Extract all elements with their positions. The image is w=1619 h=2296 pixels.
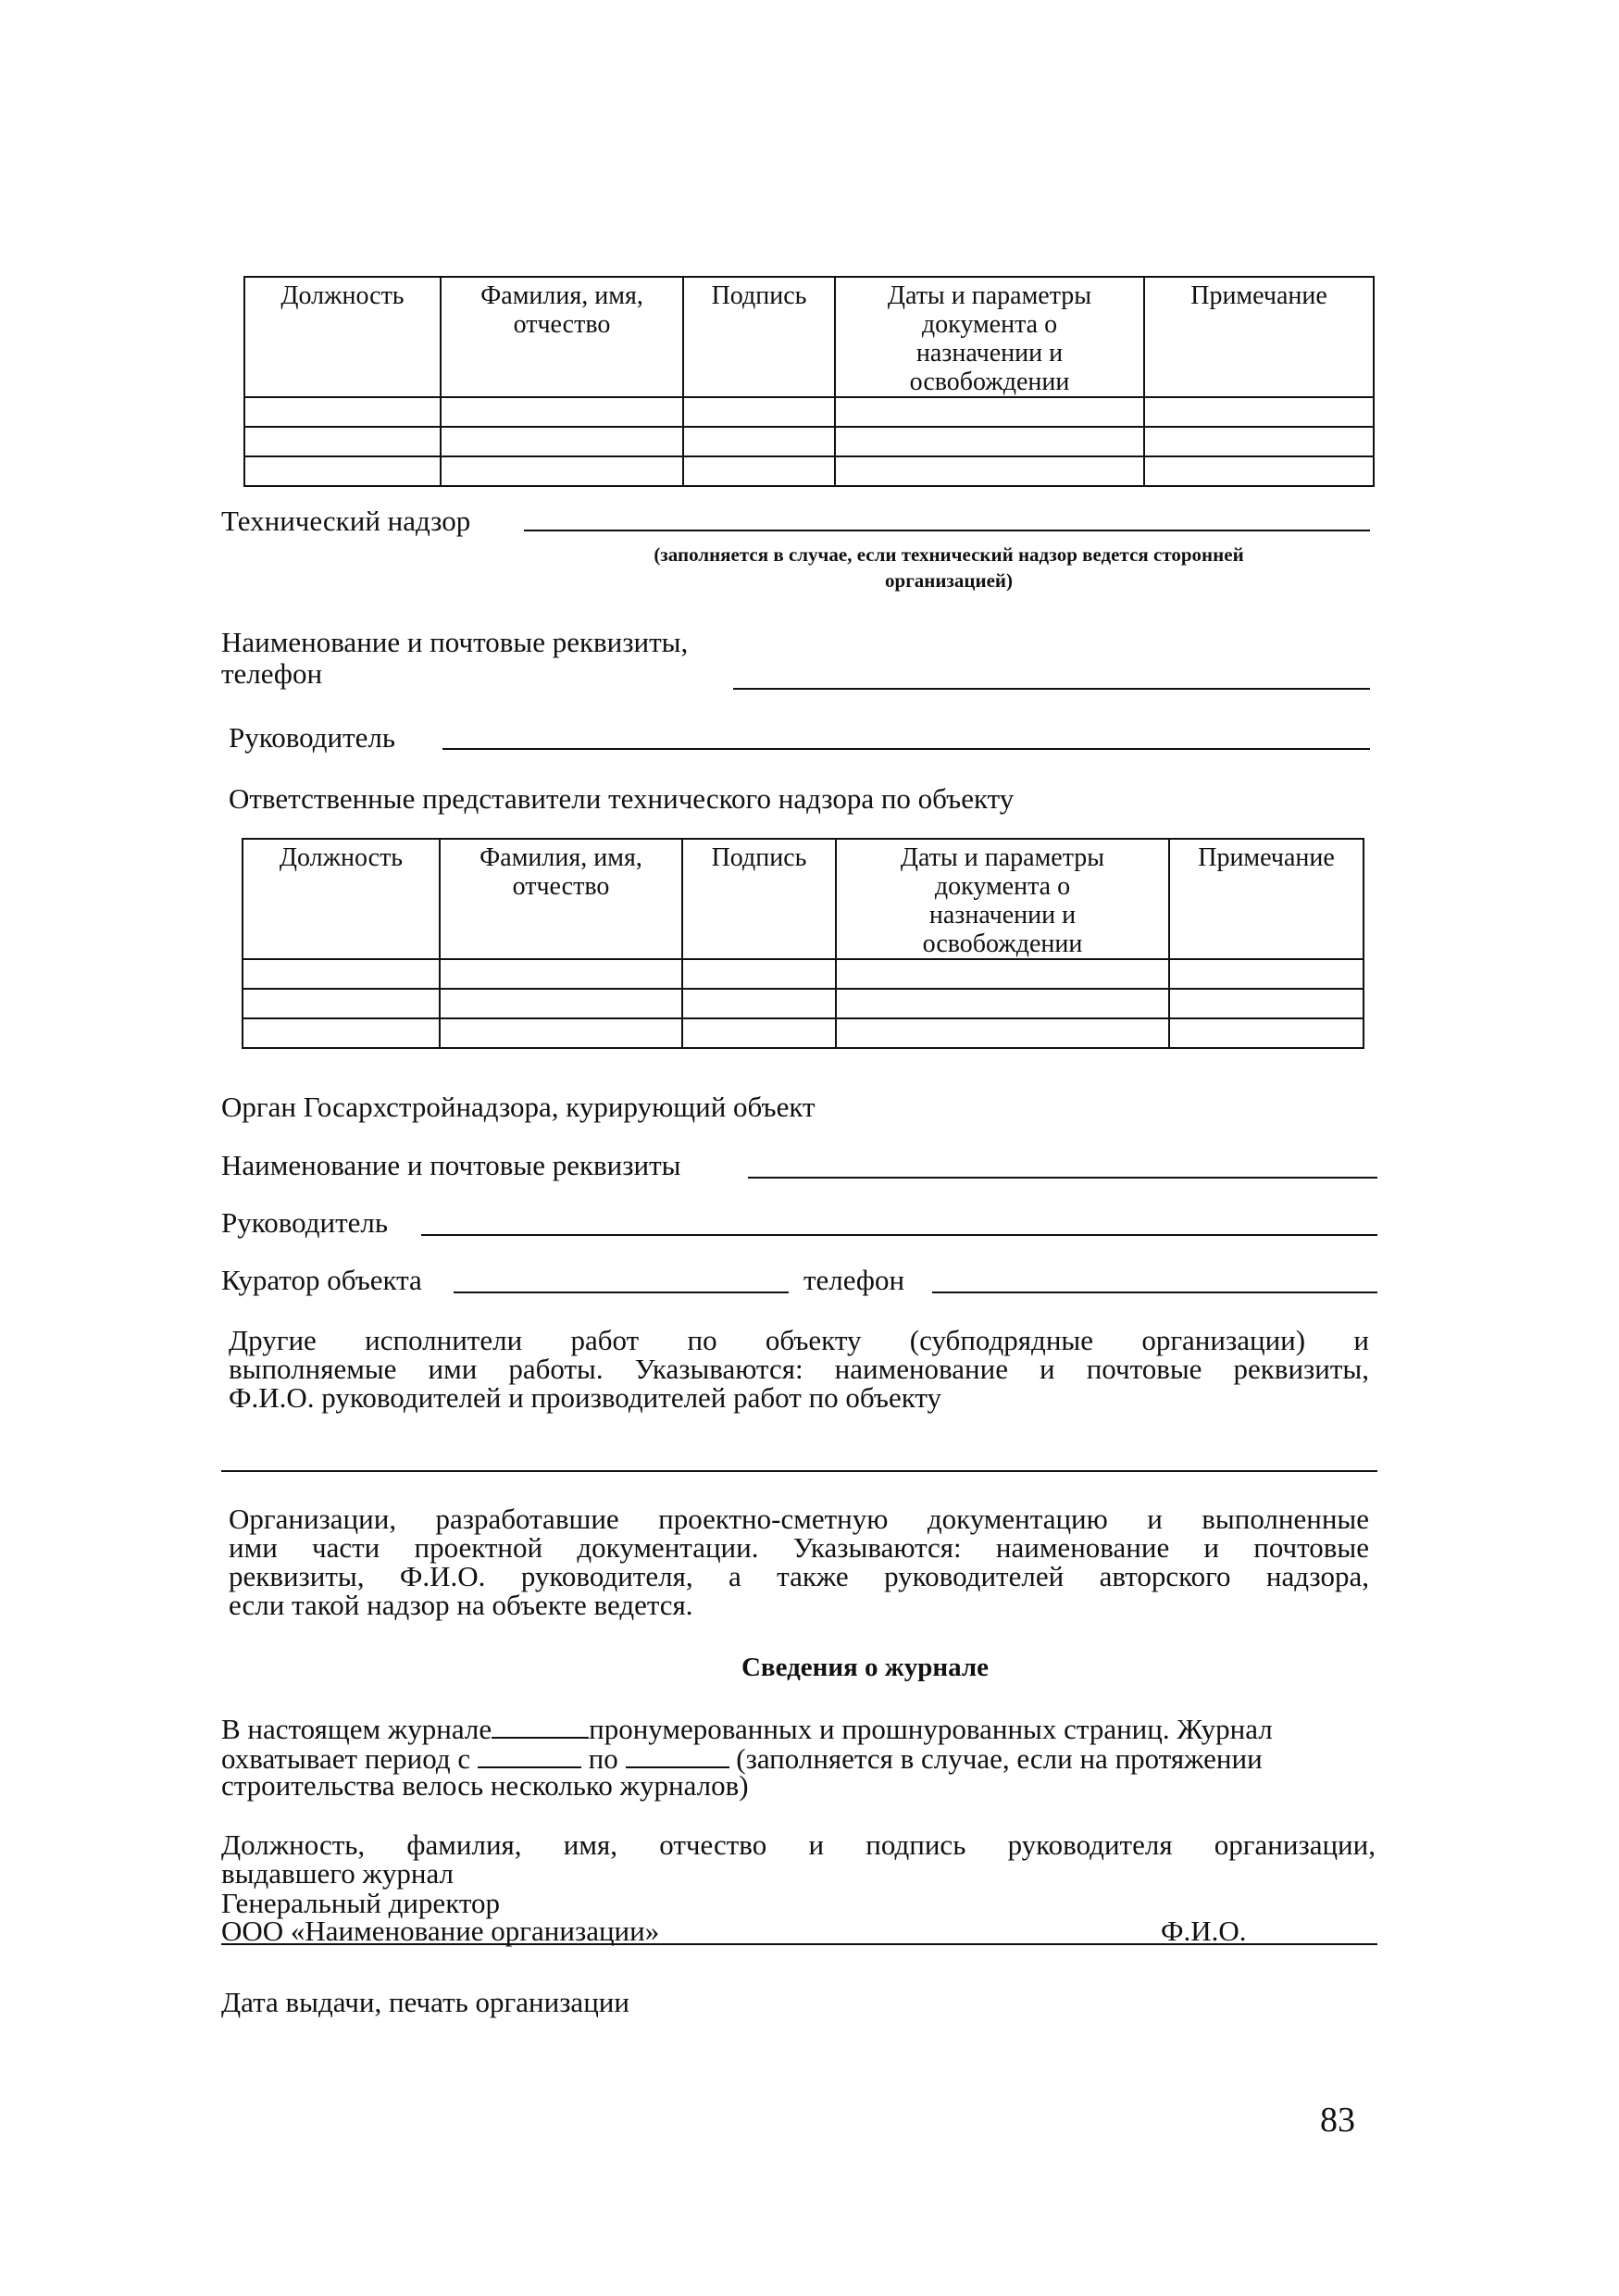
table-cell[interactable] [244,397,441,427]
table-cell[interactable] [440,959,682,989]
journal-pages-line: В настоящем журнале пронумерованных и прошнурованных страниц. Журнал [221,1713,1273,1745]
col-header-doc-dates: Даты и параметры документа о назначении и освобождении [836,839,1169,959]
issuer-position: Генеральный директор [221,1887,500,1919]
tech-name-address-fill-line[interactable] [733,688,1370,690]
tech-name-address-label: Наименование и почтовые реквизиты, [221,626,689,658]
tech-head-fill-line[interactable] [442,748,1370,750]
col-header-fullname: Фамилия, имя, отчество [441,277,683,397]
journal-period-line: охватывает период с по (заполняется в случае, если на протяжении [221,1742,1263,1775]
gasarch-curator-fill-line[interactable] [454,1292,789,1293]
tech-representatives-label: Ответственные представители технического надзора по объекту [229,782,1015,815]
table-cell[interactable] [836,1018,1169,1048]
table-row [243,959,1364,989]
journal-heading: Сведения о журнале [741,1653,989,1682]
table-cell[interactable] [836,959,1169,989]
page-number: 83 [1320,2101,1355,2140]
tech-head-label: Руководитель [229,721,396,754]
col-header-note: Примечание [1169,839,1364,959]
col-header-signature: Подпись [682,839,836,959]
table-row [243,989,1364,1018]
table-cell[interactable] [835,397,1144,427]
period-from-fill[interactable] [478,1742,581,1768]
tech-supervision-note: (заполняется в случае, если технический надзор ведется сторонней организацией) [654,543,1244,592]
gasarch-head-label: Руководитель [221,1206,389,1239]
tech-phone-label: телефон [221,657,323,690]
col-header-position: Должность [243,839,440,959]
design-orgs-text: Организации, разработавшие проектно-сметную документацию и выполненные ими части проектной документации. Указываются: наименование и почтовые реквизиты, Ф.И.О. руководителя, а также руководителей авторского надзора, если такой надзор на объекте ведется. [229,1503,1369,1621]
gasarch-name-address-fill-line[interactable] [748,1177,1377,1179]
table-cell[interactable] [243,959,440,989]
issue-date-label: Дата выдачи, печать организации [221,1986,629,2018]
responsible-table-top [243,276,1375,487]
gasarch-head-fill-line[interactable] [421,1234,1377,1236]
tech-supervision-fill-line[interactable] [524,530,1370,531]
gasarch-curator-label: Куратор объекта [221,1264,422,1296]
pages-count-fill[interactable] [492,1713,589,1739]
table-cell[interactable] [836,989,1169,1018]
issuer-org-name: ООО «Наименование организации» [221,1915,660,1947]
other-executors-text: Другие исполнители работ по объекту (субподрядные организации) и выполняемые ими работы. Указываются: наименование и почтовые реквизиты, Ф.И.О. руководителей и производителей работ по объекту [229,1324,1369,1414]
table-cell[interactable] [682,1018,836,1048]
table-cell[interactable] [682,959,836,989]
tech-supervision-label: Технический надзор [221,505,471,537]
col-header-note: Примечание [1144,277,1374,397]
table-cell[interactable] [244,456,441,486]
table-cell[interactable] [441,427,683,456]
col-header-fullname: Фамилия, имя, отчество [440,839,682,959]
table-cell[interactable] [441,456,683,486]
tech-representatives-table [242,838,1364,1049]
table-cell[interactable] [835,427,1144,456]
table-cell[interactable] [441,397,683,427]
table-cell[interactable] [683,456,835,486]
table-cell[interactable] [683,427,835,456]
table-row [243,1018,1364,1048]
table-cell[interactable] [440,1018,682,1048]
issuer-line2: выдавшего журнал [221,1857,454,1890]
gasarch-name-address-label: Наименование и почтовые реквизиты [221,1149,681,1181]
table-cell[interactable] [682,989,836,1018]
table-row [244,427,1374,456]
gasarch-phone-fill-line[interactable] [932,1292,1377,1293]
table-cell[interactable] [835,456,1144,486]
col-header-position: Должность [244,277,441,397]
col-header-doc-dates: Даты и параметры документа о назначении и освобождении [835,277,1144,397]
period-to-fill[interactable] [626,1742,729,1768]
table-cell[interactable] [243,1018,440,1048]
table-cell[interactable] [1144,397,1374,427]
table-row [244,397,1374,427]
table-cell[interactable] [440,989,682,1018]
table-cell[interactable] [1144,456,1374,486]
table-cell[interactable] [1144,427,1374,456]
other-executors-fill-line[interactable] [221,1470,1377,1472]
table-cell[interactable] [244,427,441,456]
gasarch-title: Орган Госархстройнадзора, курирующий объект [221,1091,816,1123]
col-header-signature: Подпись [683,277,835,397]
table-cell[interactable] [1169,1018,1364,1048]
table-cell[interactable] [1169,959,1364,989]
journal-note-line: строительства велось несколько журналов) [221,1769,749,1802]
issuer-signature-line[interactable] [221,1943,1377,1945]
table-cell[interactable] [243,989,440,1018]
gasarch-phone-label: телефон [803,1264,905,1296]
table-row [244,456,1374,486]
table-cell[interactable] [1169,989,1364,1018]
table-cell[interactable] [683,397,835,427]
issuer-fio: Ф.И.О. [1161,1915,1247,1947]
issuer-text: Должность, фамилия, имя, отчество и подпись руководителя организации, [221,1828,1376,1861]
